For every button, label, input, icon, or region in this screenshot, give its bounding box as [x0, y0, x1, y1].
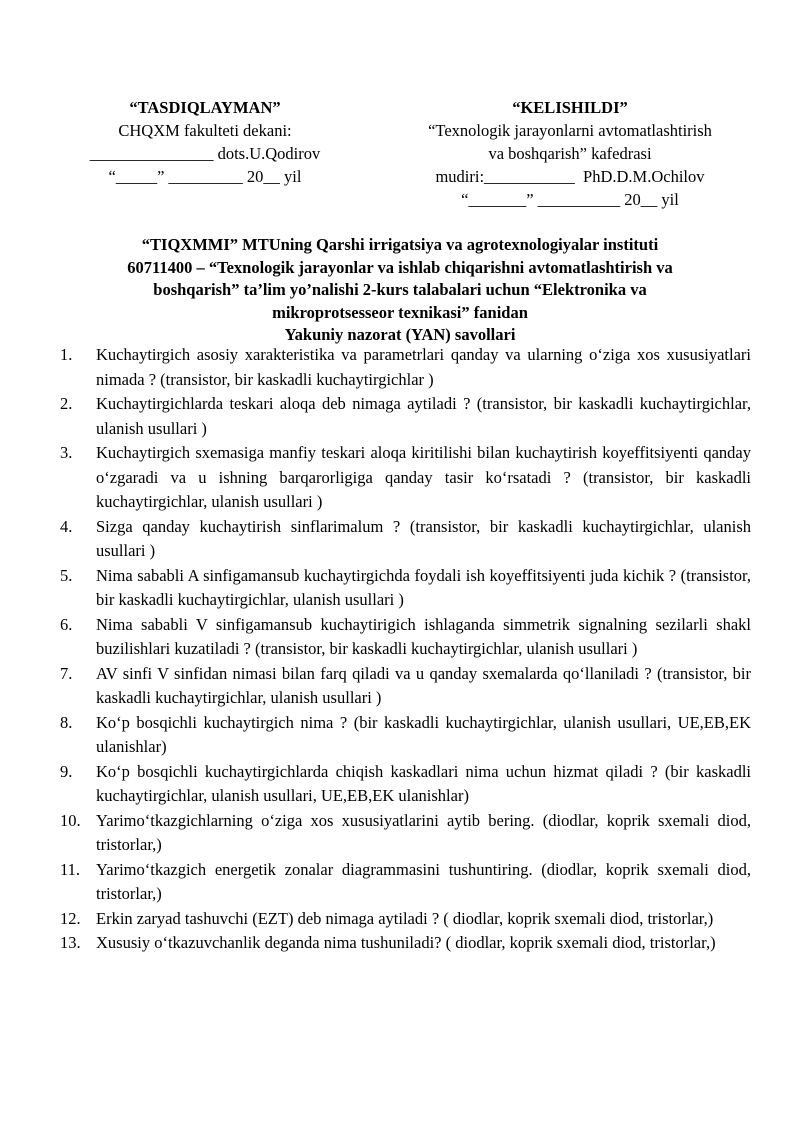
question-item [60, 564, 751, 613]
question-item [60, 515, 751, 564]
approval-left-line: CHQXM fakulteti dekani: [118, 121, 292, 140]
question-text: Xususiy o‘tkazuvchanlik deganda nima tushuniladi? ( diodlar, koprik sxemali diod, tristorlar,) [96, 933, 716, 952]
question-text: Nima sababli V sinfigamansub kuchaytirigich ishlaganda simmetrik signalning sezilarli shakl buzilishlari kuzatiladi ? (transistor, bir kaskadli kuchaytirgichlar, ulanish usullari ) [96, 614, 751, 658]
question-text: Nima sababli A sinfigamansub kuchaytirgichda foydali ish koyeffitsiyenti juda kichik ? (transistor, bir kaskadli kuchaytirgichlar, ulanish usullari ) [96, 565, 751, 609]
title-line: boshqarish” ta’lim yo’nalishi 2-kurs talabalari uchun “Elektronika va [153, 280, 647, 299]
question-number: 2. [60, 394, 73, 413]
approval-right-line: “_______” __________ 20__ yil [461, 190, 679, 209]
approval-left-line: “_____” _________ 20__ yil [108, 167, 302, 186]
question-item [60, 931, 751, 956]
question-item [60, 907, 751, 932]
question-text: Kuchaytirgichlarda teskari aloqa deb nimaga aytiladi ? (transistor, bir kaskadli kuchaytirgichlar, ulanish usullari ) [96, 394, 751, 438]
question-text: Yarimo‘tkazgich energetik zonalar diagrammasini tushuntiring. (diodlar, koprik sxemali diod, tristorlar,) [96, 859, 751, 903]
question-number: 4. [60, 516, 73, 536]
question-number: 12. [60, 908, 81, 928]
question-text: Sizga qanday kuchaytirish sinflarimalum ? (transistor, bir kaskadli kuchaytirgichlar, ulanish usullari ) [96, 516, 751, 560]
question-number: 6. [60, 614, 73, 634]
question-number: 5. [60, 565, 73, 585]
question-number: 3. [60, 443, 73, 462]
question-item [60, 809, 751, 858]
question-text: AV sinfi V sinfidan nimasi bilan farq qiladi va u qanday sxemalarda qo‘llaniladi ? (transistor, bir kaskadli kuchaytirgichlar, ulanish usullari ) [96, 663, 751, 707]
question-item [60, 441, 751, 515]
question-item [60, 858, 751, 907]
document-title [80, 234, 720, 347]
question-text: Yarimo‘tkazgichlarning o‘ziga xos xususiyatlarini aytib bering. (diodlar, koprik sxemali diod, tristorlar,) [96, 810, 751, 854]
question-number: 9. [60, 761, 73, 781]
question-text: Erkin zaryad tashuvchi (EZT) deb nimaga aytiladi ? ( diodlar, koprik sxemali diod, tristorlar,) [96, 908, 714, 928]
question-number: 13. [60, 933, 81, 952]
question-item [60, 711, 751, 760]
approval-block [50, 96, 750, 211]
question-number: 11. [60, 859, 81, 879]
approval-right-line: va boshqarish” kafedrasi [488, 144, 652, 163]
approval-left-heading: “TASDIQLAYMAN” [129, 98, 281, 117]
question-item [60, 343, 751, 392]
question-item [60, 613, 751, 662]
approval-left-line: _______________ dots.U.Qodirov [89, 144, 321, 163]
approval-right-line: “Texnologik jarayonlarni avtomatlashtirish [428, 121, 712, 140]
question-text: Ko‘p bosqichli kuchaytirgichlarda chiqish kaskadlari nima uchun hizmat qiladi ? (bir kaskadli kuchaytirgichlar, ulanish usullari, UE,EB,EK ulanishlar) [96, 761, 751, 805]
question-text: Ko‘p bosqichli kuchaytirgich nima ? (bir kaskadli kuchaytirgichlar, ulanish usullari, UE,EB,EK ulanishlar) [96, 712, 751, 756]
title-line: 60711400 – “Texnologik jarayonlar va ishlab chiqarishni avtomatlashtirish va [127, 257, 673, 277]
approval-right-heading: “KELISHILDI” [512, 98, 628, 117]
title-line: mikroprotsesseor texnikasi” fanidan [272, 302, 528, 322]
question-item [60, 392, 751, 441]
title-line: “TIQXMMI” MTUning Qarshi irrigatsiya va agrotexnologiyalar instituti [141, 235, 659, 254]
question-number: 1. [60, 345, 73, 364]
question-list [60, 343, 751, 956]
question-number: 8. [60, 712, 73, 732]
approval-left [55, 96, 355, 211]
question-number: 10. [60, 810, 81, 830]
title-line: Yakuniy nazorat (YAN) savollari [284, 325, 516, 344]
question-item [60, 760, 751, 809]
approval-right [390, 96, 750, 211]
question-number: 7. [60, 663, 73, 683]
question-text: Kuchaytirgich sxemasiga manfiy teskari aloqa kiritilishi bilan kuchaytirish koyeffitsiyenti qanday o‘zgaradi va u ishning barqarorligiga qanday tasir ko‘rsatadi ? (transistor, bir kaskadli kuchaytirgichlar, ulanish usullari ) [96, 443, 751, 511]
approval-right-line: mudiri:___________ PhD.D.M.Ochilov [435, 167, 705, 186]
question-item [60, 662, 751, 711]
question-text: Kuchaytirgich asosiy xarakteristika va parametrlari qanday va ularning o‘ziga xos xususiyatlari nimada ? (transistor, bir kaskadli kuchaytirgichlar ) [96, 345, 751, 389]
